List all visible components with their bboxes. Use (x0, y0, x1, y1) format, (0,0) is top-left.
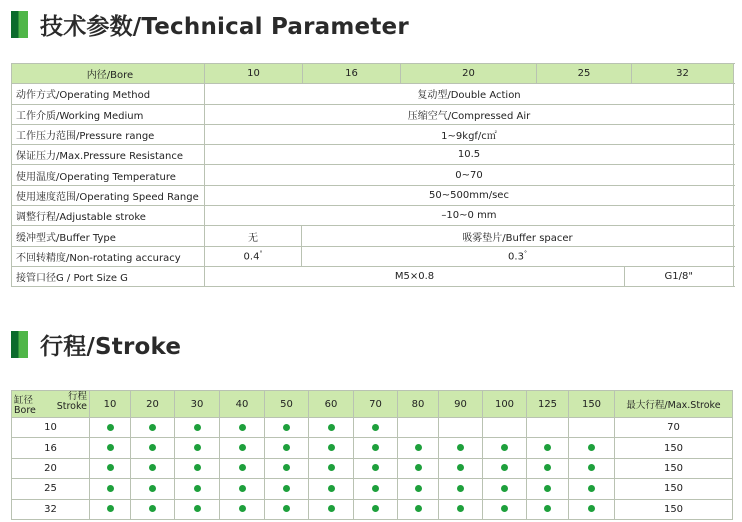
technical-parameter-table (11, 63, 734, 287)
available-dot-icon (239, 485, 246, 492)
availability-cell (131, 458, 175, 478)
availability-cell (265, 438, 309, 458)
table-row (12, 499, 733, 519)
stroke-header-cell: 90 (439, 391, 483, 418)
availability-cell (439, 418, 483, 438)
available-dot-icon (328, 464, 335, 471)
bore-cell: 10 (12, 418, 90, 438)
available-dot-icon (107, 444, 114, 451)
availability-cell (175, 438, 220, 458)
table-header-row (12, 391, 733, 418)
availability-cell (309, 479, 354, 499)
stroke-header-cell: 150 (569, 391, 615, 418)
available-dot-icon (283, 424, 290, 431)
param-value: 压缩空气/Compressed Air (205, 104, 734, 124)
stroke-header-cell: 10 (90, 391, 131, 418)
availability-cell (483, 479, 527, 499)
availability-cell (354, 418, 398, 438)
green-bar-icon (11, 11, 28, 38)
availability-cell (483, 438, 527, 458)
availability-cell (220, 438, 265, 458)
bore-value: 20 (401, 64, 537, 83)
available-dot-icon (457, 444, 464, 451)
bore-value: 25 (537, 64, 632, 83)
table-row (12, 124, 734, 144)
max-stroke-cell: 150 (615, 438, 733, 458)
param-value-large-bore: G1/8" (625, 266, 734, 286)
section-heading-technical (11, 8, 409, 41)
availability-cell (265, 458, 309, 478)
stroke-header-cell: 20 (131, 391, 175, 418)
availability-cell (354, 479, 398, 499)
param-label: 使用温度/Operating Temperature (12, 165, 205, 185)
corner-bore-label: 缸径 Bore (14, 395, 36, 416)
bore-value: 32 (676, 68, 689, 80)
available-dot-icon (501, 505, 508, 512)
param-label: 动作方式/Operating Method (12, 84, 205, 104)
table-row (12, 104, 734, 124)
availability-cell (569, 479, 615, 499)
availability-cell (439, 438, 483, 458)
available-dot-icon (328, 505, 335, 512)
stroke-header-cell: 30 (175, 391, 220, 418)
available-dot-icon (588, 505, 595, 512)
table-row (12, 185, 734, 205)
available-dot-icon (149, 485, 156, 492)
stroke-header-cell: 40 (220, 391, 265, 418)
available-dot-icon (501, 444, 508, 451)
available-dot-icon (501, 464, 508, 471)
availability-cell (398, 458, 439, 478)
stroke-header-cell: 100 (483, 391, 527, 418)
availability-cell (483, 499, 527, 519)
available-dot-icon (283, 485, 290, 492)
bore-cell: 20 (12, 458, 90, 478)
param-label: 工作压力范围/Pressure range (12, 124, 205, 144)
corner-stroke-label: 行程 Stroke (56, 391, 87, 412)
availability-cell (131, 418, 175, 438)
available-dot-icon (457, 505, 464, 512)
availability-cell (398, 479, 439, 499)
available-dot-icon (149, 505, 156, 512)
param-label: 保证压力/Max.Pressure Resistance (12, 145, 205, 165)
available-dot-icon (544, 485, 551, 492)
availability-cell (354, 499, 398, 519)
availability-cell (569, 458, 615, 478)
available-dot-icon (544, 464, 551, 471)
table-header-row (12, 64, 734, 84)
availability-cell (483, 458, 527, 478)
available-dot-icon (372, 505, 379, 512)
availability-cell (220, 479, 265, 499)
max-stroke-cell: 150 (615, 458, 733, 478)
availability-cell (569, 499, 615, 519)
availability-cell (569, 418, 615, 438)
param-value: 0~70 (205, 165, 734, 185)
availability-cell (90, 418, 131, 438)
available-dot-icon (328, 485, 335, 492)
available-dot-icon (415, 464, 422, 471)
param-value: 复动型/Double Action (205, 84, 734, 104)
param-label: 使用速度范围/Operating Speed Range (12, 185, 205, 205)
availability-cell (527, 458, 569, 478)
availability-cell (527, 438, 569, 458)
availability-cell (354, 438, 398, 458)
param-value-small-bore: 0.4° (205, 246, 302, 266)
section-title: 行程/Stroke (40, 334, 182, 360)
available-dot-icon (457, 464, 464, 471)
stroke-header-cell: 70 (354, 391, 398, 418)
availability-cell (569, 438, 615, 458)
available-dot-icon (588, 444, 595, 451)
availability-cell (131, 479, 175, 499)
stroke-header-cell: 60 (309, 391, 354, 418)
table-row (12, 458, 733, 478)
availability-cell (527, 499, 569, 519)
availability-cell (439, 458, 483, 478)
availability-cell (439, 499, 483, 519)
stroke-header-cell: 125 (527, 391, 569, 418)
availability-cell (131, 438, 175, 458)
availability-cell (309, 438, 354, 458)
availability-cell (309, 499, 354, 519)
availability-cell (175, 458, 220, 478)
table-row (12, 418, 733, 438)
availability-cell (265, 418, 309, 438)
available-dot-icon (501, 485, 508, 492)
availability-cell (220, 418, 265, 438)
available-dot-icon (415, 444, 422, 451)
availability-cell (175, 418, 220, 438)
available-dot-icon (107, 485, 114, 492)
availability-cell (220, 499, 265, 519)
availability-cell (309, 458, 354, 478)
available-dot-icon (372, 485, 379, 492)
param-value-large-bore: 吸雾垫片/Buffer spacer (302, 226, 734, 246)
available-dot-icon (239, 424, 246, 431)
param-label: 接管口径G / Port Size G (12, 266, 205, 286)
availability-cell (90, 438, 131, 458)
table-row (12, 266, 734, 286)
table-row (12, 84, 734, 104)
green-bar-icon (11, 331, 28, 358)
param-value: –10~0 mm (205, 206, 734, 226)
available-dot-icon (149, 444, 156, 451)
availability-cell (354, 458, 398, 478)
available-dot-icon (544, 505, 551, 512)
table-row (12, 226, 734, 246)
param-value: 50~500mm/sec (205, 185, 734, 205)
availability-cell (220, 458, 265, 478)
max-stroke-cell: 70 (615, 418, 733, 438)
available-dot-icon (194, 485, 201, 492)
param-value-small-bore: 无 (205, 226, 302, 246)
bore-cell: 32 (12, 499, 90, 519)
max-stroke-cell: 150 (615, 479, 733, 499)
bore-value: 16 (303, 64, 401, 83)
param-label: 不回转精度/Non-rotating accuracy (12, 246, 205, 266)
available-dot-icon (283, 444, 290, 451)
available-dot-icon (107, 505, 114, 512)
available-dot-icon (239, 444, 246, 451)
available-dot-icon (588, 464, 595, 471)
stroke-table (11, 390, 733, 520)
param-label: 缓冲型式/Buffer Type (12, 226, 205, 246)
available-dot-icon (415, 505, 422, 512)
param-value: 1~9kgf/c㎡ (205, 124, 734, 144)
available-dot-icon (372, 444, 379, 451)
available-dot-icon (328, 424, 335, 431)
available-dot-icon (372, 424, 379, 431)
param-value-large-bore: 0.3° (302, 246, 734, 266)
availability-cell (398, 499, 439, 519)
availability-cell (439, 479, 483, 499)
section-title: 技术参数/Technical Parameter (40, 14, 409, 40)
availability-cell (90, 499, 131, 519)
availability-cell (483, 418, 527, 438)
available-dot-icon (107, 464, 114, 471)
available-dot-icon (107, 424, 114, 431)
available-dot-icon (328, 444, 335, 451)
availability-cell (131, 499, 175, 519)
available-dot-icon (283, 464, 290, 471)
available-dot-icon (415, 485, 422, 492)
max-stroke-header: 最大行程/Max.Stroke (615, 391, 733, 418)
available-dot-icon (194, 424, 201, 431)
table-row (12, 479, 733, 499)
availability-cell (175, 499, 220, 519)
available-dot-icon (239, 505, 246, 512)
param-label: 调整行程/Adjustable stroke (12, 206, 205, 226)
availability-cell (90, 458, 131, 478)
availability-cell (90, 479, 131, 499)
availability-cell (527, 418, 569, 438)
available-dot-icon (194, 464, 201, 471)
available-dot-icon (544, 444, 551, 451)
max-stroke-cell: 150 (615, 499, 733, 519)
stroke-header-cell: 80 (398, 391, 439, 418)
available-dot-icon (239, 464, 246, 471)
param-value-small-bore: M5×0.8 (205, 266, 625, 286)
availability-cell (309, 418, 354, 438)
availability-cell (175, 479, 220, 499)
table-row (12, 246, 734, 266)
availability-cell (398, 418, 439, 438)
bore-cell: 25 (12, 479, 90, 499)
table-row (12, 438, 733, 458)
available-dot-icon (194, 505, 201, 512)
corner-header (12, 391, 90, 418)
param-value: 10.5 (205, 145, 734, 165)
available-dot-icon (283, 505, 290, 512)
available-dot-icon (149, 424, 156, 431)
availability-cell (265, 479, 309, 499)
availability-cell (527, 479, 569, 499)
bore-cell: 16 (12, 438, 90, 458)
available-dot-icon (372, 464, 379, 471)
available-dot-icon (588, 485, 595, 492)
available-dot-icon (149, 464, 156, 471)
available-dot-icon (457, 485, 464, 492)
bore-label: 内径/Bore (12, 64, 205, 84)
availability-cell (398, 438, 439, 458)
param-label: 工作介质/Working Medium (12, 104, 205, 124)
table-row (12, 145, 734, 165)
availability-cell (265, 499, 309, 519)
table-row (12, 206, 734, 226)
stroke-header-cell: 50 (265, 391, 309, 418)
bore-value: 10 (205, 64, 303, 83)
available-dot-icon (194, 444, 201, 451)
section-heading-stroke (11, 328, 181, 361)
table-row (12, 165, 734, 185)
